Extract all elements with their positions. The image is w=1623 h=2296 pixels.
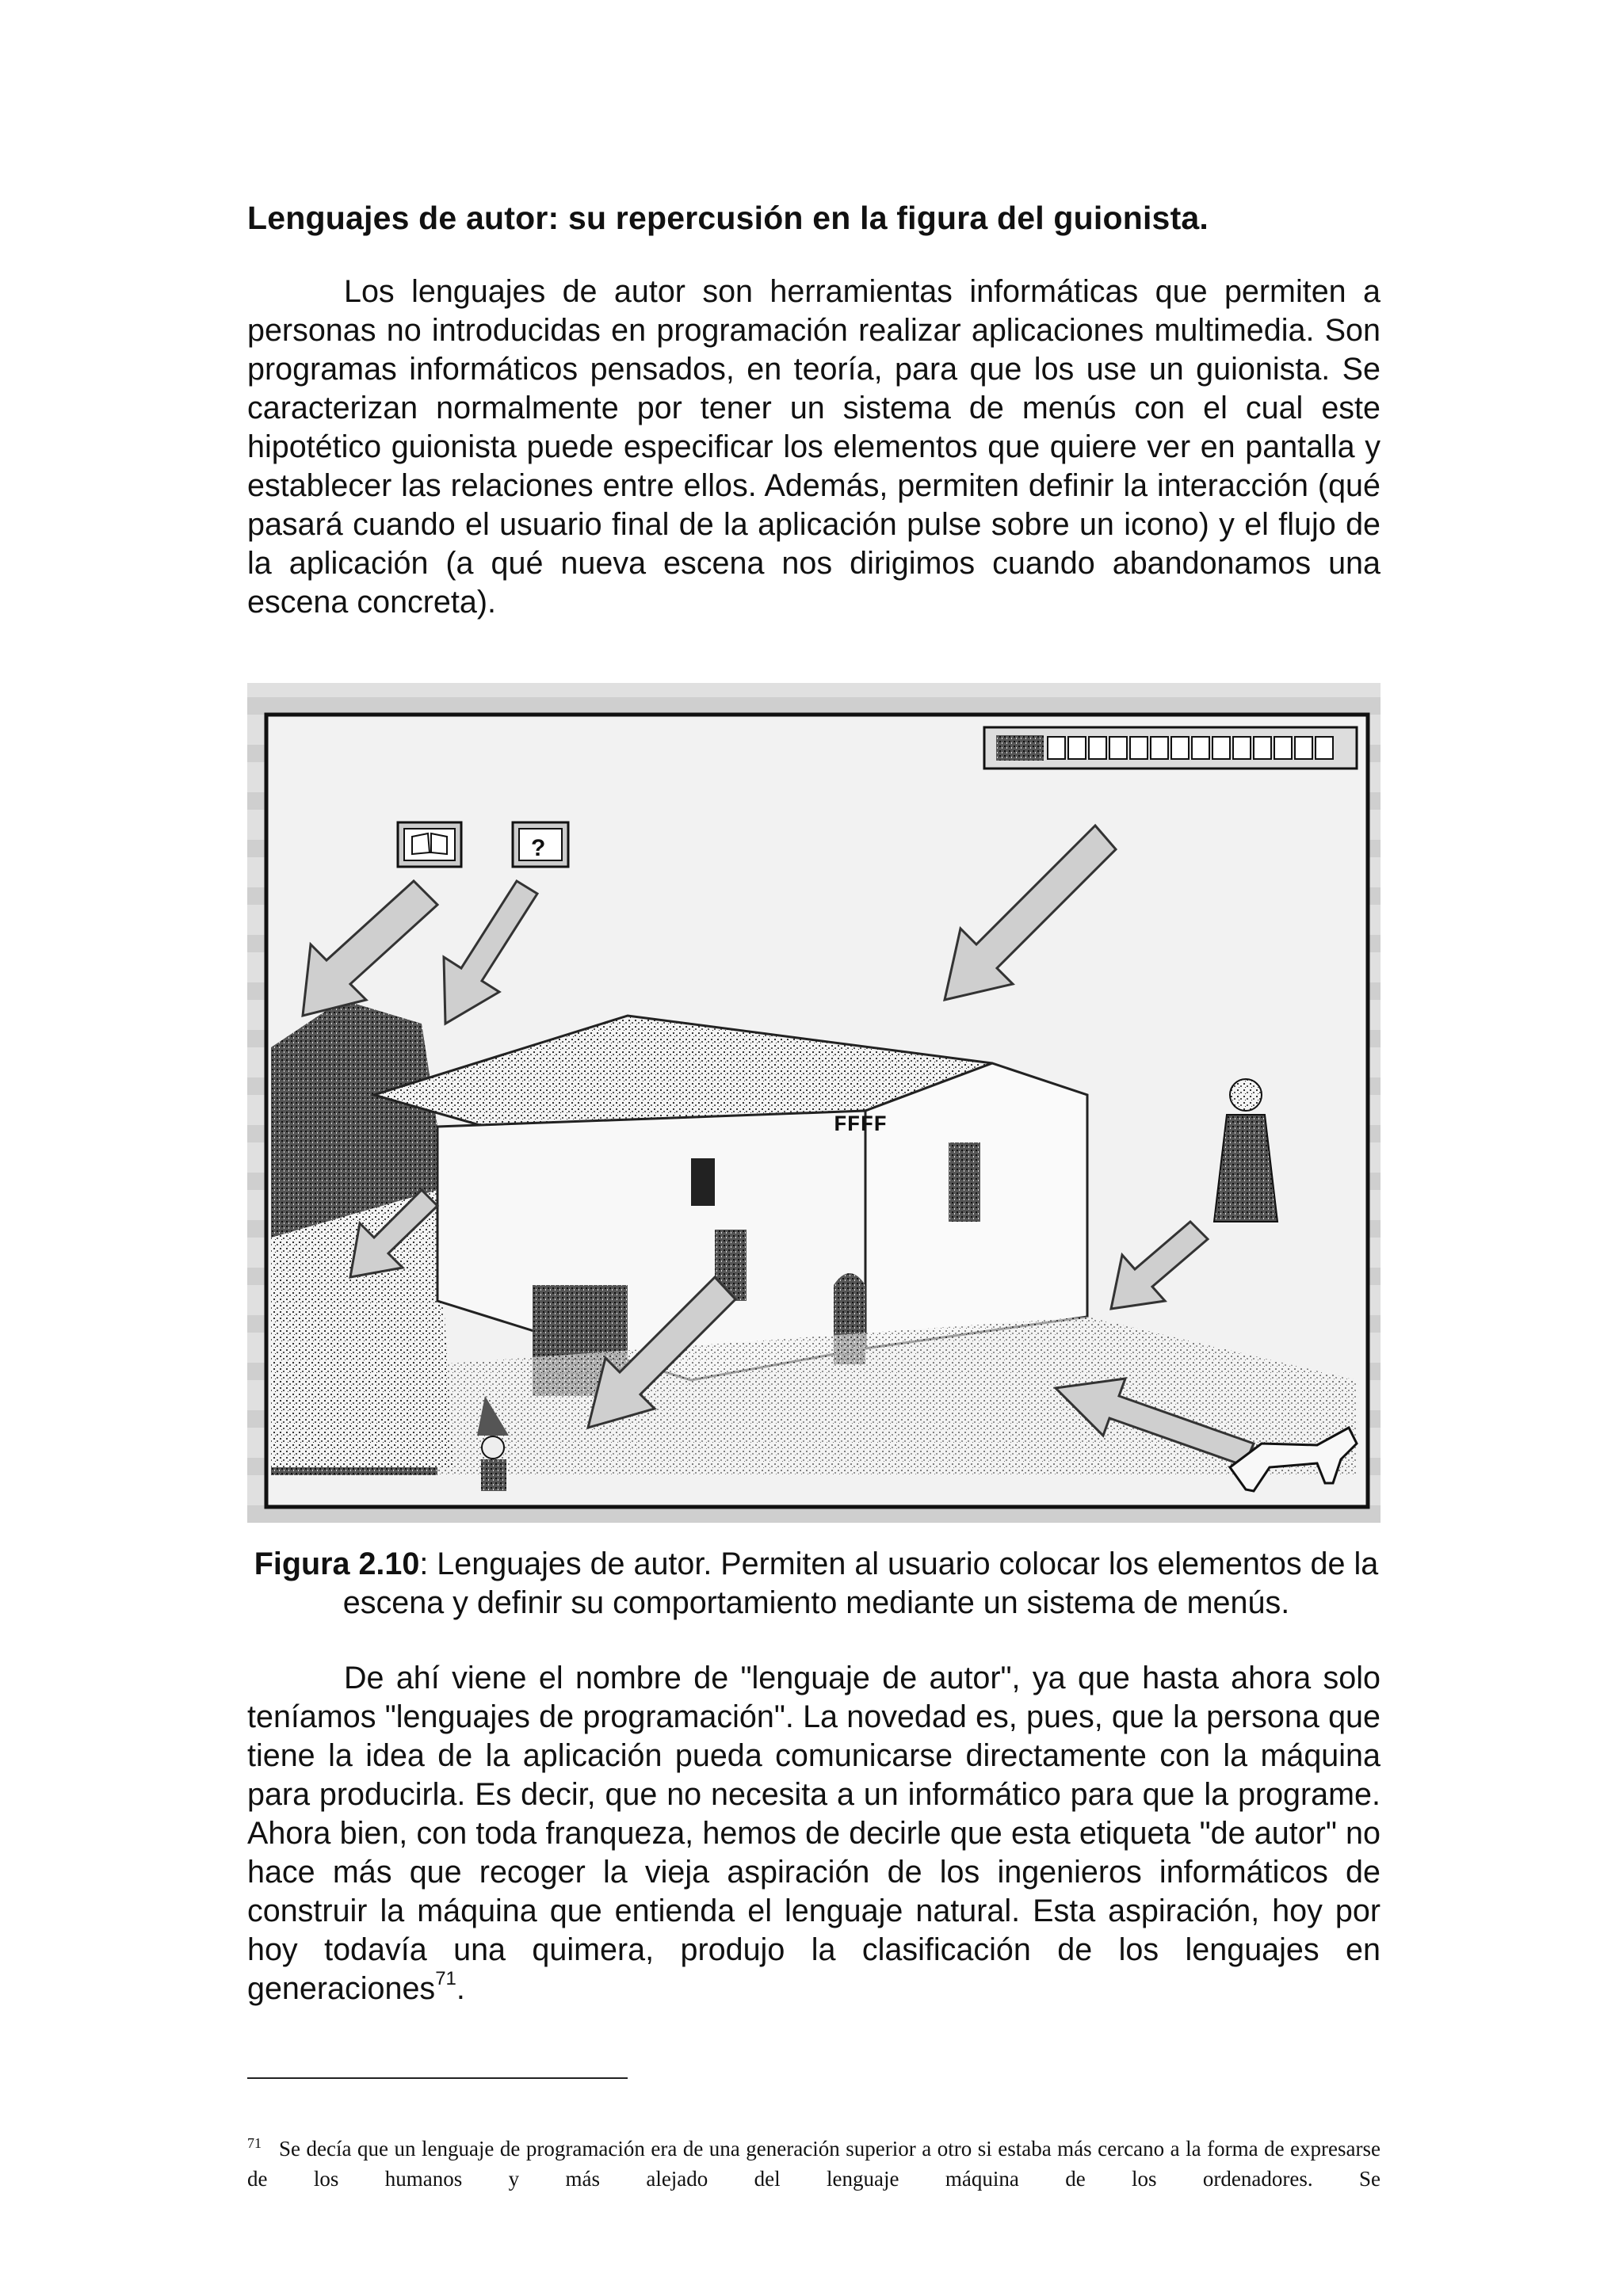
body-paragraph-1-text: Los lenguajes de autor son herramientas informáticas que permiten a personas no introducidas en programación realizar aplicaciones multimedia. Son programas informáticos pensados, en teoría, para que los use un guionista. Se caracterizan normalmente por tener un sistema de menús con el cual este hipotético guionista puede especificar los elementos que quiere ver en pantalla y establecer las relaciones entre ellos. Además, permiten definir la interacción (qué pasará cuando el usuario final de la aplicación pulse sobre un icono) y el flujo de la aplicación (a qué nueva escena nos dirigimos cuando abandonamos una escena concreta). — [247, 274, 1381, 620]
figure-illustration — [247, 683, 1381, 1523]
body-paragraph-2-text: De ahí viene el nombre de "lenguaje de autor", ya que hasta ahora solo teníamos "lenguajes de programación". La novedad es, pues, que la persona que tiene la idea de la aplicación pueda comunicarse directamente con la máquina para producirla. Es decir, que no necesita a un informático para que la programe. Ahora bien, con toda franqueza, hemos de decirle que esta etiqueta "de autor" no hace más que recoger la vieja aspiración de los ingenieros informáticos de construir la máquina que entienda el lenguaje natural. Esta aspiración, hoy por hoy todavía una quimera, produjo la clasificación de los lenguajes en generaciones — [247, 1661, 1381, 2006]
book-icon — [398, 822, 461, 867]
footnote-number: 71 — [247, 2135, 262, 2151]
figure-2-10 — [247, 683, 1381, 1523]
page-title: Lenguajes de autor: su repercusión en la figura del guionista. — [247, 200, 1209, 236]
palette-toolbar-icon — [984, 727, 1357, 769]
figure-caption — [254, 1545, 1379, 1623]
footnote-text: Se decía que un lenguaje de programación era de una generación superior a otro si estaba más cercano a la forma de expresarse de los humanos y más alejado del lenguaje máquina de los ordenadores. Se — [247, 2137, 1381, 2191]
body-paragraph-1 — [247, 273, 1381, 622]
body-paragraph-2 — [247, 1659, 1381, 2008]
figure-caption-text: : Lenguajes de autor. Permiten al usuario colocar los elementos de la escena y definir su comportamiento mediante un sistema de menús. — [342, 1547, 1379, 1620]
svg-text:FFFF: FFFF — [834, 1113, 888, 1138]
footnote-divider — [247, 2077, 628, 2079]
footnote-reference[interactable]: 71 — [435, 1968, 456, 1989]
svg-text:?: ? — [531, 835, 546, 861]
footnote — [247, 2128, 1381, 2194]
figure-caption-label: Figura 2.10 — [254, 1547, 420, 1581]
question-mark-icon — [513, 822, 568, 867]
paragraph-2-end: . — [456, 1971, 465, 2006]
